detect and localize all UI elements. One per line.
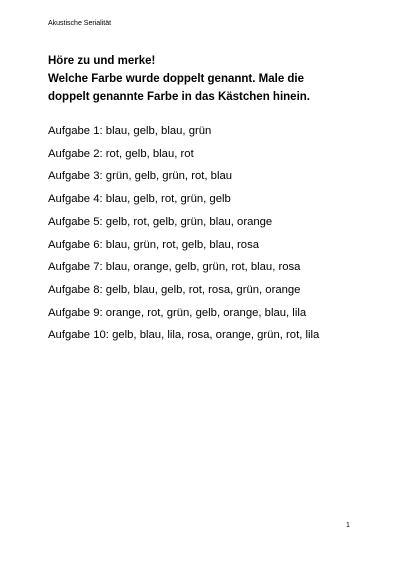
task-item-8: Aufgabe 8: gelb, blau, gelb, rot, rosa, grün, orange [48,283,301,296]
task-item-2: Aufgabe 2: rot, gelb, blau, rot [48,147,194,160]
task-item-10: Aufgabe 10: gelb, blau, lila, rosa, orange, grün, rot, lila [48,329,320,342]
instruction-text-line-2: doppelt genannte Farbe in das Kästchen hinein. [48,91,310,103]
page-number: 1 [346,522,350,529]
task-item-5: Aufgabe 5: gelb, rot, gelb, grün, blau, orange [48,215,273,228]
page-title: Höre zu und merke! [48,55,156,67]
instructions-block [48,52,368,106]
task-item-7: Aufgabe 7: blau, orange, gelb, grün, rot, blau, rosa [48,261,301,274]
task-item-3: Aufgabe 3: grün, gelb, grün, rot, blau [48,170,233,183]
running-header: Akustische Serialität [48,20,112,27]
task-item-4: Aufgabe 4: blau, gelb, rot, grün, gelb [48,193,231,206]
task-list [48,120,378,347]
instruction-text-line-1: Welche Farbe wurde doppelt genannt. Male die [48,73,305,85]
task-item-6: Aufgabe 6: blau, grün, rot, gelb, blau, rosa [48,238,260,251]
task-item-9: Aufgabe 9: orange, rot, grün, gelb, orange, blau, lila [48,306,307,319]
task-item-1: Aufgabe 1: blau, gelb, blau, grün [48,125,212,137]
